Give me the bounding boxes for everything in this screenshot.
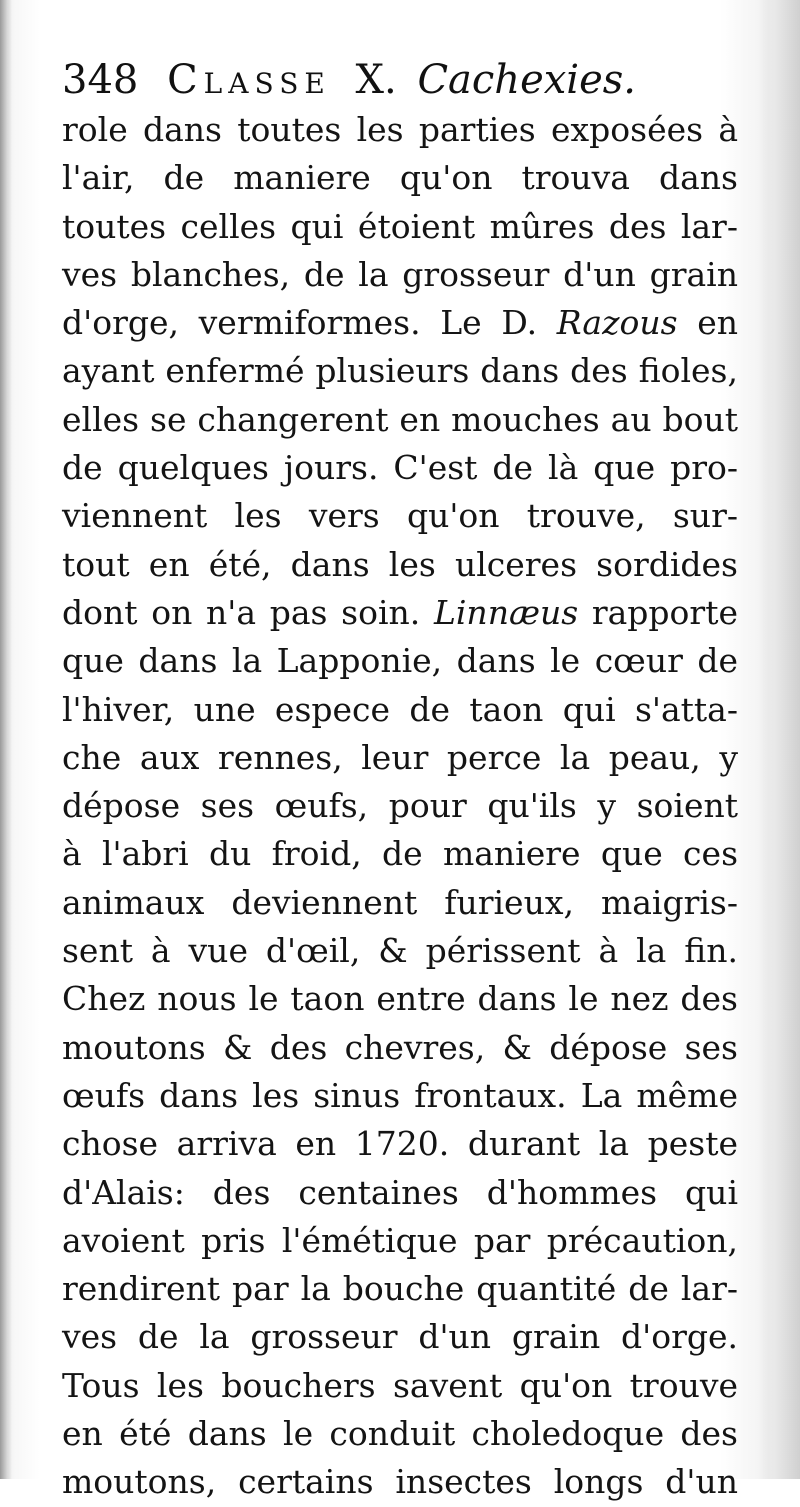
text-line [62, 299, 738, 347]
text-line [62, 203, 738, 251]
text-segment: que dans la Lapponie, dans le cœur de [62, 641, 738, 681]
text-line [62, 154, 738, 202]
text-segment: avoient pris l'émétique par précaution, [62, 1220, 738, 1260]
body-text [62, 106, 738, 1507]
text-line [62, 541, 738, 589]
text-segment: sent à vue d'œil, & périssent à la fin. [62, 931, 738, 971]
text-segment: role dans toutes les parties exposées à [62, 110, 738, 149]
text-segment: rendirent par la bouche quantité de lar- [62, 1269, 738, 1309]
text-segment: moutons, certains insectes longs d'un [62, 1462, 738, 1502]
text-segment: moutons & des chevres, & dépose ses [62, 1027, 738, 1067]
text-segment: en été dans le conduit choledoque des [62, 1414, 738, 1454]
text-segment: Tous les bouchers savent qu'on trouve [62, 1365, 738, 1405]
text-segment: l'air, de maniere qu'on trouva dans [62, 158, 738, 198]
text-segment: animaux deviennent furieux, maigris- [62, 882, 738, 922]
text-segment: viennent les vers qu'on trouve, sur- [62, 496, 738, 536]
class-label: Classe [167, 57, 331, 103]
section-title: Cachexies. [417, 57, 637, 103]
italic-name: Razous [556, 303, 678, 343]
text-segment: che aux rennes, leur perce la peau, y [62, 737, 738, 777]
text-segment: tout en été, dans les ulceres sordides [62, 544, 738, 584]
text-line [62, 686, 738, 734]
text-line [62, 1313, 738, 1361]
text-line [62, 927, 738, 975]
text-line [62, 1265, 738, 1313]
class-numeral: X. [355, 57, 397, 103]
text-segment: de quelques jours. C'est de là que pro- [62, 448, 738, 488]
text-line [62, 1410, 738, 1458]
text-line [62, 1024, 738, 1072]
text-segment: Chez nous le taon entre dans le nez des [62, 979, 738, 1019]
running-header [62, 52, 762, 108]
page-edge-right [758, 0, 800, 1479]
text-line [62, 589, 738, 637]
text-line [62, 1120, 738, 1168]
text-line [62, 396, 738, 444]
text-line [62, 637, 738, 685]
text-segment: à l'abri du froid, de maniere que ces [62, 834, 738, 874]
text-line [62, 1217, 738, 1265]
text-segment: ves blanches, de la grosseur d'un grain [62, 254, 738, 294]
text-segment: elles se changerent en mouches au bout [62, 399, 738, 439]
page-number: 348 [62, 57, 139, 103]
text-line [62, 251, 738, 299]
text-segment: ayant enfermé plusieurs dans des fioles, [62, 351, 738, 391]
text-line [62, 830, 738, 878]
text-line [62, 734, 738, 782]
text-line [62, 106, 738, 154]
text-line [62, 1169, 738, 1217]
text-segment: dépose ses œufs, pour qu'ils y soient [62, 786, 738, 826]
text-line [62, 444, 738, 492]
text-segment: d'Alais: des centaines d'hommes qui [62, 1172, 738, 1212]
text-line [62, 1362, 738, 1410]
text-segment: ves de la grosseur d'un grain d'orge. [62, 1317, 738, 1357]
text-segment: d'orge, vermiformes. Le D. [62, 303, 557, 343]
page-gutter-left [0, 0, 12, 1479]
text-segment: œufs dans les sinus frontaux. La même [62, 1075, 738, 1115]
text-line [62, 1458, 738, 1506]
text-line [62, 1072, 738, 1120]
text-segment: toutes celles qui étoient mûres des lar- [62, 206, 738, 246]
text-segment: rapporte [578, 592, 738, 632]
text-line [62, 347, 738, 395]
text-line [62, 492, 738, 540]
text-segment: l'hiver, une espece de taon qui s'atta- [62, 689, 738, 729]
text-line [62, 975, 738, 1023]
text-line [62, 879, 738, 927]
text-segment: chose arriva en 1720. durant la peste [62, 1124, 738, 1164]
text-segment: en [677, 303, 738, 343]
italic-name: Linnæus [433, 592, 579, 632]
text-segment: dont on n'a pas soin. [62, 592, 434, 632]
text-line [62, 782, 738, 830]
